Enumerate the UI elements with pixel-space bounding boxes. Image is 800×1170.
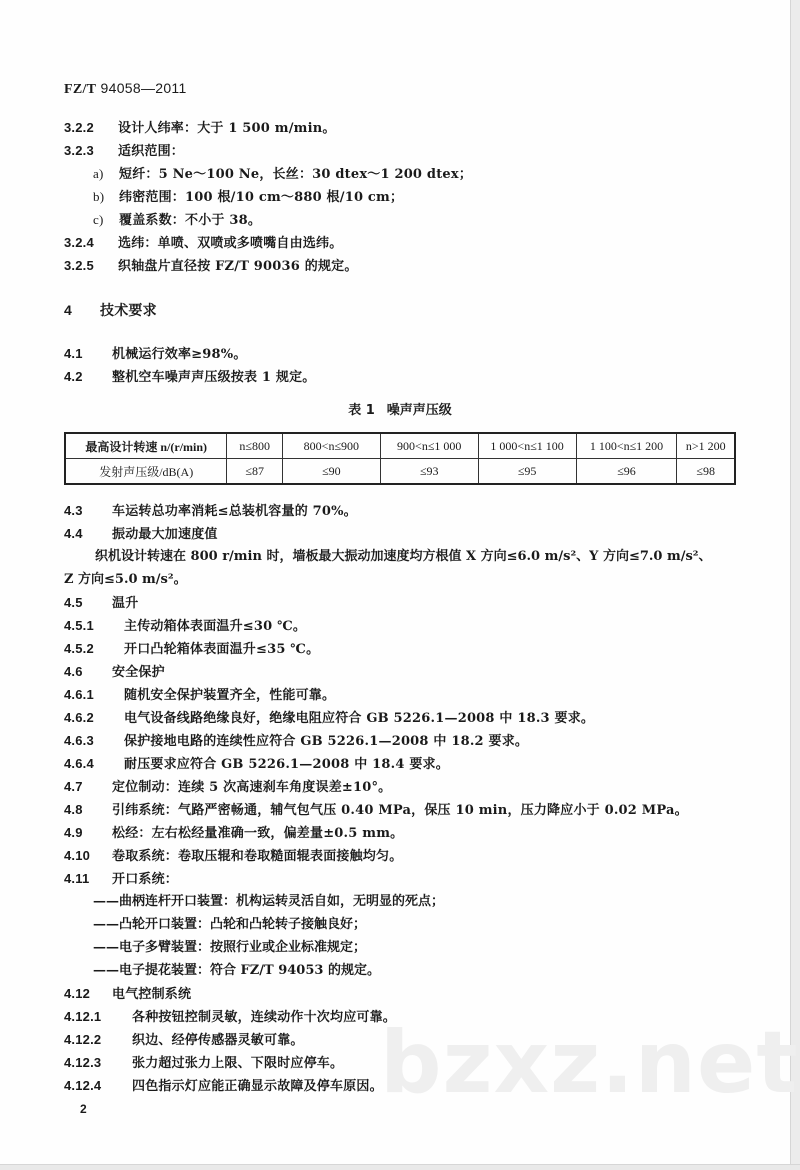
- chapter-4-heading: 4 技术要求: [64, 302, 157, 319]
- noise-level-table: [64, 432, 736, 485]
- speed-range-cell: 800<n≤900: [282, 433, 380, 459]
- noise-level-cell: ≤96: [576, 459, 677, 485]
- clause-4-6-4: 4.6.4 耐压要求应符合 GB 5226.1—2008 中 18.4 要求。: [64, 756, 449, 772]
- table-1-caption: 噪声声压级: [386, 403, 452, 418]
- standard-header: [64, 80, 187, 98]
- shedding-item-crank: ——曲柄连杆开口装置：机构运转灵活自如，无明显的死点；: [93, 894, 445, 909]
- clause-4-12-4: 4.12.4 四色指示灯应能正确显示故障及停车原因。: [64, 1078, 383, 1094]
- table-1-label: 表 1: [348, 403, 375, 418]
- speed-range-cell: 1 000<n≤1 100: [478, 433, 576, 459]
- noise-level-cell: ≤90: [282, 459, 380, 485]
- row-header-speed: 最高设计转速 n/(r/min): [65, 433, 227, 459]
- clause-4-8: 4.8 引纬系统：气路严密畅通，辅气包气压 0.40 MPa，保压 10 min，压力降应小于 0.02 MPa。: [64, 802, 688, 818]
- watermark: bzxz.net: [380, 1013, 799, 1113]
- clause-4-9: 4.9 松经：左右松经量准确一致，偏差量±0.5 mm。: [64, 825, 404, 841]
- clause-4-5: 4.5 温升: [64, 595, 139, 611]
- clause-4-3: 4.3 车运转总功率消耗≤总装机容量的 70%。: [64, 503, 357, 519]
- clause-4-6-1: 4.6.1 随机安全保护装置齐全，性能可靠。: [64, 687, 336, 703]
- table-row-speed: [65, 433, 735, 459]
- clause-4-4-body-line2: Z 方向≤5.0 m/s²。: [64, 572, 187, 587]
- speed-range-cell: 900<n≤1 000: [380, 433, 478, 459]
- clause-3-2-4: 3.2.4 选纬：单喷、双喷或多喷嘴自由选纬。: [64, 235, 343, 251]
- clause-4-6-3: 4.6.3 保护接地电路的连续性应符合 GB 5226.1—2008 中 18.2 要求。: [64, 733, 529, 749]
- clause-4-12-3: 4.12.3 张力超过张力上限、下限时应停车。: [64, 1055, 344, 1071]
- clause-4-12: 4.12 电气控制系统: [64, 986, 192, 1002]
- range-item-a: a) 短纤：5 Ne～100 Ne，长丝：30 dtex～1 200 dtex；: [93, 166, 473, 182]
- speed-range-cell: n≤800: [227, 433, 282, 459]
- page-edge-right: [790, 0, 800, 1170]
- clause-4-7: 4.7 定位制动：连续 5 次高速刹车角度误差±10°。: [64, 779, 392, 795]
- standard-number: 94058—2011: [100, 80, 187, 96]
- shedding-item-jacquard: ——电子提花装置：符合 FZ/T 94053 的规定。: [93, 963, 380, 978]
- clause-4-2: 4.2 整机空车噪声声压级按表 1 规定。: [64, 369, 316, 385]
- clause-4-5-2: 4.5.2 开口凸轮箱体表面温升≤35 ℃。: [64, 641, 320, 657]
- table-row-noise: [65, 459, 735, 485]
- speed-range-cell: n>1 200: [677, 433, 735, 459]
- clause-3-2-2: 3.2.2 设计人纬率：大于 1 500 m/min。: [64, 120, 336, 136]
- table-1-title: [0, 399, 800, 418]
- noise-level-cell: ≤98: [677, 459, 735, 485]
- standard-code: FZ/T: [64, 82, 97, 97]
- range-item-b: b) 纬密范围：100 根/10 cm～880 根/10 cm；: [93, 189, 404, 205]
- shedding-item-cam: ——凸轮开口装置：凸轮和凸轮转子接触良好；: [93, 917, 367, 932]
- noise-level-cell: ≤87: [227, 459, 282, 485]
- row-header-noise: 发射声压级/dB(A): [65, 459, 227, 485]
- clause-4-6: 4.6 安全保护: [64, 664, 165, 680]
- clause-3-2-3: 3.2.3 适织范围：: [64, 143, 185, 159]
- page-edge-bottom: [0, 1164, 800, 1170]
- speed-range-cell: 1 100<n≤1 200: [576, 433, 677, 459]
- page-number: 2: [80, 1102, 87, 1116]
- noise-level-cell: ≤95: [478, 459, 576, 485]
- clause-4-5-1: 4.5.1 主传动箱体表面温升≤30 ℃。: [64, 618, 307, 634]
- clause-4-6-2: 4.6.2 电气设备线路绝缘良好，绝缘电阻应符合 GB 5226.1—2008 中 18.3 要求。: [64, 710, 595, 726]
- shedding-item-dobby: ——电子多臂装置：按照行业或企业标准规定；: [93, 940, 367, 955]
- clause-4-4-body-line1: 织机设计转速在 800 r/min 时，墙板最大振动加速度均方根值 X 方向≤6.0 m/s²、Y 方向≤7.0 m/s²、: [95, 549, 712, 564]
- range-item-c: c) 覆盖系数：不小于 38。: [93, 212, 262, 228]
- clause-4-10: 4.10 卷取系统：卷取压辊和卷取糙面辊表面接触均匀。: [64, 848, 403, 864]
- clause-3-2-5: 3.2.5 织轴盘片直径按 FZ/T 90036 的规定。: [64, 258, 358, 274]
- noise-level-cell: ≤93: [380, 459, 478, 485]
- clause-4-11: 4.11 开口系统：: [64, 871, 179, 887]
- clause-4-12-2: 4.12.2 织边、经停传感器灵敏可靠。: [64, 1032, 304, 1048]
- clause-4-1: 4.1 机械运行效率≥98%。: [64, 346, 247, 362]
- clause-4-4: 4.4 振动最大加速度值: [64, 526, 218, 542]
- clause-4-12-1: 4.12.1 各种按钮控制灵敏，连续动作十次均应可靠。: [64, 1009, 397, 1025]
